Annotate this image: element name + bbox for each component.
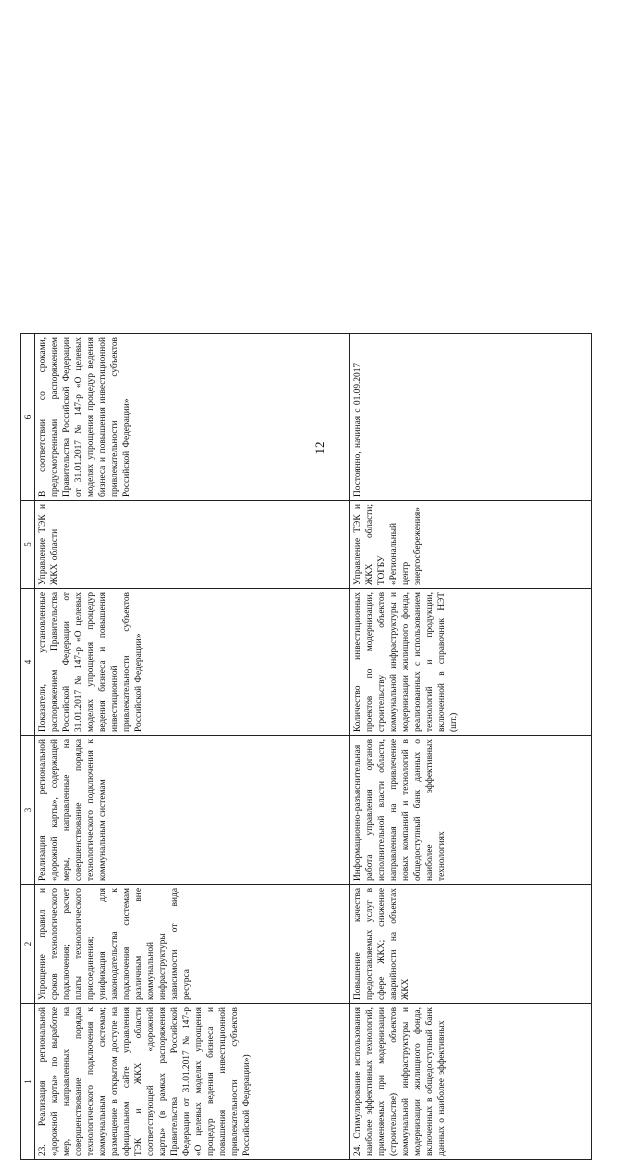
- row24-goal: Повышение качества предоставляемых услуг в сфере ЖКХ; снижение аварийности на объектах ЖКХ: [350, 885, 592, 1004]
- column-header-3: 3: [21, 736, 35, 885]
- column-header-5: 5: [21, 501, 35, 589]
- rotated-table-wrapper: [20, 334, 592, 1160]
- row23-measure: 23. Реализация региональной «дорожной карты» по выработке мер, направленных на совершенствование порядка технологического подключения к коммунальным системам; размещение в открытом доступе на официальном сайте управления ТЭК и ЖКХ области соответствующей «дорожной карты» (в рамках распоряжения Правительства Российской Федерации от 31.01.2017 № 147-р «О целевых моделях упрощения процедур ведения бизнеса и повышения инвестиционной привлекательности субъектов Российской Федерации»): [35, 1004, 350, 1160]
- table-row: [35, 334, 350, 1160]
- row24-action: Информационно-разъяснительная работа управления органов исполнительной власти области, направленная на привлечение новых компаний и технологий в общедоступный банк данных о наиболее эффективных технологиях: [350, 736, 592, 885]
- table-row: [350, 334, 592, 1160]
- row24-responsible: Управление ТЭК и ЖКХ области; ТОГБУ «Региональный центр энергосбережения»: [350, 501, 592, 589]
- column-header-4: 4: [21, 589, 35, 736]
- row23-responsible: Управление ТЭК и ЖКХ области: [35, 501, 350, 589]
- row23-goal: Упрощение правил и сроков технологического подключения; расчет платы технологического присоединения; унификация для законодательства к подключения системам различным вне коммунальной инфраструктуры зависимости от вида ресурса: [35, 885, 350, 1004]
- header-row: [21, 334, 35, 1160]
- page-number: 12: [312, 441, 327, 455]
- row24-deadline: Постоянно, начиная с 01.09.2017: [350, 334, 592, 501]
- row24-measure: 24. Стимулирование использования наиболее эффективных технологий, применяемых при модернизации (строительстве) объектов коммунальной инфраструктуры и модернизации жилищного фонда, включенных в общедоступный банк данных о наиболее эффективных: [350, 1004, 592, 1160]
- row24-indicator: Количество инвестиционных проектов по модернизации, строительству объектов коммунальной инфраструктуры и модернизации жилищного фонда, реализованных с использованием технологий и продукции, включенной в справочник НЭТ (шт.): [350, 589, 592, 736]
- row23-deadline: В соответствии со сроками, предусмотренными распоряжением Правительства Российской Федерации от 31.01.2017 № 147-р «О целевых моделях упрощения процедур ведения бизнеса и повышения инвестиционной привлекательности субъектов Российской Федерации»: [35, 334, 350, 501]
- row23-action: Реализация региональной «дорожной карты», содержащей меры, направленные на совершенствование порядка технологического подключения к коммунальным системам: [35, 736, 350, 885]
- column-header-1: 1: [21, 1004, 35, 1160]
- column-header-6: 6: [21, 334, 35, 501]
- column-header-2: 2: [21, 885, 35, 1004]
- row23-indicator: Показатели, установленные распоряжением Правительства Российской Федерации от 31.01.2017 № 147-р «О целевых моделях упрощения процедур ведения бизнеса и повышения инвестиционной привлекательности субъектов Российской Федерации»: [35, 589, 350, 736]
- measures-table: [20, 333, 592, 1160]
